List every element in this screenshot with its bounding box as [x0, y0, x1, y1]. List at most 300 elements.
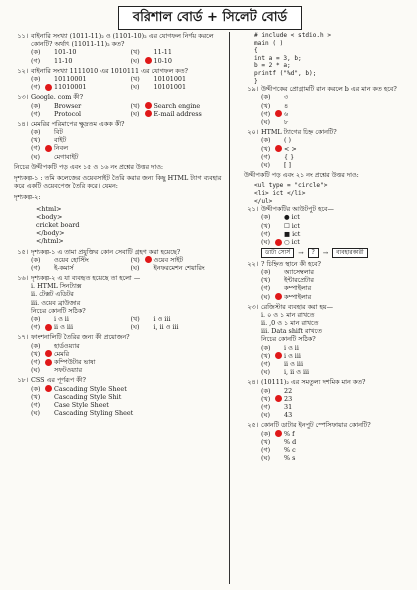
options-grid — [234, 387, 412, 420]
option-text: ☐ ict — [284, 221, 300, 230]
answer-option — [261, 344, 412, 352]
option-letter: (ঘ) — [261, 368, 270, 377]
option-text: i ও iii — [284, 351, 301, 360]
option-text: নিবল — [54, 144, 68, 153]
option-letter: (ক) — [261, 136, 271, 145]
code-line: </body> — [36, 229, 65, 238]
statement-line: iii. ওয়েব ব্রাউজার — [31, 298, 81, 307]
code-line: printf ("%d", b); — [254, 70, 317, 78]
answer-option — [131, 264, 227, 272]
option-text: ii ও iii — [54, 323, 73, 332]
option-letter: (গ) — [31, 83, 41, 92]
selected-answer-icon — [275, 293, 282, 300]
stem-2-label: দৃশ্যকল্প-২: — [14, 193, 41, 202]
question-text: বাইনারি সংখ্যা 1111010 এর 1010111 এর যোগফল কত? — [31, 66, 188, 75]
option-text: i, ii ও iii — [153, 323, 179, 332]
statement-line: i. HTML সিনট্যাক্স — [31, 282, 82, 291]
selected-answer-icon — [275, 395, 282, 402]
option-letter: (ক) — [31, 48, 41, 57]
option-text: অ্যাসেম্বলার — [284, 267, 314, 276]
question-item — [4, 376, 226, 417]
option-letter: (খ) — [31, 392, 41, 401]
page-title: বরিশাল বোর্ড + সিলেট বোর্ড — [118, 6, 302, 30]
code-line: <html> — [36, 204, 62, 213]
options-grid — [4, 342, 226, 375]
option-text: ৬ — [284, 109, 289, 118]
stem-1: নিচের উদ্দীপকটি পড় এবং ১৫ ও ১৬ নং প্রশ্নের উত্তর দাও: — [14, 162, 164, 171]
option-text: ৩ — [284, 93, 289, 102]
question-number: ২১। — [247, 205, 258, 214]
question-text: (10111)₂ এর সমতুল্য দশমিক মান কত? — [261, 378, 366, 387]
question-head — [4, 274, 226, 282]
answer-option — [261, 213, 412, 221]
question-number: ১১। — [17, 32, 28, 40]
selected-answer-icon — [145, 110, 152, 117]
option-text: i ও ii — [284, 343, 299, 352]
answer-option — [261, 387, 412, 395]
option-letter: (গ) — [31, 109, 41, 118]
option-text: Cascading Styling Sheet — [54, 409, 134, 418]
q22-box-unknown: ? — [308, 248, 319, 258]
option-letter: (গ) — [261, 445, 271, 454]
answer-option — [261, 352, 412, 360]
answer-option — [261, 161, 412, 169]
option-letter: (ক) — [261, 93, 271, 102]
code-line: main ( ) — [254, 39, 284, 47]
option-letter: (খ) — [261, 144, 271, 153]
question-item — [234, 378, 412, 419]
selected-answer-icon — [275, 145, 282, 152]
question-item — [234, 85, 412, 126]
option-letter: (খ) — [31, 349, 41, 358]
question-item — [4, 120, 226, 161]
q22-box-user: ব্যবহারকারী — [332, 248, 368, 258]
html-code-block — [4, 205, 226, 246]
question-head — [234, 378, 412, 386]
selected-answer-icon — [45, 145, 52, 152]
option-text: ○ ict — [284, 237, 300, 246]
option-letter: (ক) — [31, 101, 41, 110]
answer-option — [261, 430, 412, 438]
option-text: % s — [284, 454, 296, 463]
options-grid — [234, 344, 412, 377]
option-text: i ও iii — [153, 315, 171, 323]
question-head — [234, 85, 412, 93]
options-grid — [234, 136, 412, 169]
answer-option — [131, 48, 227, 56]
question-head — [234, 205, 412, 213]
option-letter: (খ) — [261, 101, 271, 110]
option-letter: (ক) — [31, 384, 41, 393]
option-text: 11-10 — [54, 56, 73, 65]
question-number: ১৭। — [17, 333, 28, 342]
option-letter: (ঘ) — [31, 366, 40, 375]
options-grid — [234, 213, 412, 246]
question-number: ১৫। — [17, 247, 28, 256]
question-item — [4, 67, 226, 92]
option-letter: (খ) — [261, 437, 271, 446]
question-text: Google. com কী? — [31, 93, 84, 102]
option-letter: (ঘ) — [261, 292, 270, 301]
answer-option — [261, 395, 412, 403]
option-text: সফটওয়্যার — [54, 366, 83, 375]
option-text: 10-10 — [153, 56, 172, 65]
selected-answer-icon — [275, 352, 282, 359]
code-line: </ul> — [254, 197, 273, 205]
option-text: ই-কমার্স — [54, 263, 74, 272]
question-head — [4, 333, 226, 341]
question-text: ? চিহ্নিত স্থানে কী হবে? — [261, 259, 321, 268]
question-number: ১৮। — [17, 376, 28, 385]
option-letter: (গ) — [261, 229, 271, 238]
question-number: ১২। — [17, 66, 28, 75]
code-line: cricket board — [36, 220, 80, 229]
answer-option — [31, 366, 226, 374]
question-item — [4, 248, 226, 273]
option-letter: (ক) — [261, 343, 271, 352]
statement-line: ii. টেক্সট এডিটর — [31, 290, 74, 299]
option-text: মেমরি — [54, 349, 70, 358]
answer-option — [261, 403, 412, 411]
option-text: ( ) — [284, 136, 292, 145]
question-number: ১৬। — [17, 274, 28, 283]
option-text: 11010001 — [54, 83, 87, 92]
options-grid — [4, 315, 226, 331]
option-text: ৪ — [284, 101, 289, 110]
option-letter: (ঘ) — [130, 56, 140, 65]
option-letter: (খ) — [130, 255, 140, 264]
answer-option — [261, 222, 412, 230]
option-letter: (গ) — [31, 323, 41, 332]
list-code-block — [234, 182, 412, 205]
answer-option — [261, 268, 412, 276]
option-letter: (খ) — [130, 101, 140, 110]
option-letter: (খ) — [261, 351, 271, 360]
selected-answer-icon — [45, 385, 52, 392]
right-questions-2 — [234, 205, 412, 246]
option-text: % c — [284, 445, 296, 454]
answer-option — [31, 57, 127, 65]
option-letter: (খ) — [31, 136, 41, 145]
answer-option — [261, 153, 412, 161]
answer-option — [131, 256, 227, 264]
option-letter: (ঘ) — [261, 411, 270, 420]
right-questions-3 — [234, 260, 412, 463]
question-number: ২০। — [247, 128, 258, 137]
option-text: কম্পাইলার — [284, 284, 312, 293]
statement-line: iii. Data shift রাখতে — [261, 327, 322, 336]
code-line: } — [254, 77, 258, 85]
answer-option — [261, 145, 412, 153]
answer-option — [31, 256, 127, 264]
option-text: বাইট — [54, 136, 67, 145]
answer-option — [261, 293, 412, 301]
answer-option — [31, 323, 127, 331]
question-number: ২২। — [247, 259, 258, 268]
option-text: ii ও iii — [284, 360, 303, 369]
option-letter: (ক) — [31, 255, 41, 264]
answer-option — [261, 284, 412, 292]
code-line: </html> — [36, 237, 64, 246]
code-line: { — [254, 47, 258, 55]
option-text: কম্পাইলার — [284, 292, 312, 301]
answer-option — [261, 110, 412, 118]
option-text: % f — [284, 429, 295, 438]
left-questions-2 — [4, 248, 226, 418]
code-line: b = 2 * a; — [254, 62, 291, 70]
selected-answer-icon — [45, 350, 52, 357]
answer-option — [31, 110, 127, 118]
selected-answer-icon — [45, 324, 52, 331]
q22-box-source: ডাটা সোর্স — [261, 248, 294, 258]
question-text: কোনটি ডাটার ইনপুট স্পেসিফায়ার কোনটি? — [261, 421, 371, 430]
question-head — [234, 303, 412, 311]
options-grid — [4, 75, 226, 91]
question-number: ২৪। — [247, 378, 258, 387]
code-line: <body> — [36, 212, 63, 221]
code-line: <li> ict </li> — [254, 189, 306, 197]
question-head — [234, 128, 412, 136]
answer-option — [31, 393, 226, 401]
option-text: 10110001 — [54, 74, 87, 83]
option-text: 11-11 — [153, 48, 172, 57]
answer-option — [131, 102, 227, 110]
options-grid — [4, 128, 226, 161]
left-column — [4, 32, 226, 419]
option-letter: (গ) — [31, 56, 41, 65]
left-questions — [4, 32, 226, 161]
selected-answer-icon — [275, 239, 282, 246]
selected-answer-icon — [145, 57, 152, 64]
question-head — [234, 260, 412, 268]
question-item — [234, 128, 412, 169]
answer-option — [31, 409, 226, 417]
options-grid — [4, 48, 226, 64]
option-letter: (ঘ) — [31, 409, 40, 418]
question-item — [234, 421, 412, 462]
option-text: Cascading Style Sheet — [54, 384, 127, 393]
question-prompt: নিচের কোনটি সঠিক? — [261, 335, 316, 344]
question-item — [4, 32, 226, 65]
question-number: ২৫। — [247, 421, 258, 430]
answer-option — [131, 57, 227, 65]
option-letter: (ঘ) — [130, 263, 140, 272]
arrow-icon: → — [322, 248, 329, 257]
q22-diagram — [261, 248, 412, 258]
option-text: Browser — [54, 101, 82, 110]
option-text: বিট — [54, 128, 63, 137]
option-text: ইন্টারপ্রেটার — [284, 276, 314, 285]
option-letter: (ক) — [31, 74, 41, 83]
answer-option — [261, 118, 412, 126]
option-letter: (ঘ) — [130, 323, 140, 332]
answer-option — [31, 83, 127, 91]
answer-option — [31, 342, 226, 350]
answer-option — [131, 323, 227, 331]
option-text: ৮ — [284, 118, 289, 127]
option-text: E-mail address — [153, 109, 202, 118]
option-text: Case Style Sheet — [54, 400, 109, 409]
option-letter: (ক) — [31, 315, 41, 323]
option-text: [ ] — [284, 160, 292, 169]
question-number: ২৩। — [247, 302, 258, 311]
question-text: CSS এর পূর্ণরূপ কী? — [31, 376, 86, 385]
option-text: Search engine — [153, 101, 201, 110]
question-head — [4, 248, 226, 256]
answer-option — [261, 454, 412, 462]
option-text: < > — [284, 144, 297, 153]
option-text: কম্পিউটার ভাষা — [54, 357, 96, 366]
option-letter: (ক) — [31, 341, 41, 350]
option-text: 43 — [284, 411, 293, 420]
question-text: রেজিস্টার ব্যবহার করা হয়— — [261, 302, 333, 311]
code-line: int a = 3, b; — [254, 54, 302, 62]
options-grid — [234, 268, 412, 301]
option-letter: (গ) — [261, 152, 271, 161]
option-text: ওয়েব সাইট — [153, 255, 184, 264]
option-letter: (খ) — [130, 74, 140, 83]
question-text: মেমরির পরিমাপের ক্ষুদ্রতম একক কী? — [31, 119, 125, 128]
question-text: উদ্দীপকটির আউটপুট হবে— — [261, 205, 334, 214]
option-letter: (ঘ) — [130, 83, 140, 92]
statement-line: ii. ,0 ও ১ মান রাখতে — [261, 319, 319, 328]
option-letter: (গ) — [31, 357, 41, 366]
selected-answer-icon — [45, 359, 52, 366]
question-head — [4, 67, 226, 75]
answer-option — [31, 401, 226, 409]
option-text: 10101001 — [153, 83, 187, 92]
question-item — [234, 303, 412, 377]
question-text: ফাংশনালিটি তৈরির জন্য কী প্রয়োজন? — [31, 333, 130, 342]
statement-line: i. ০ ও ১ মান রাখতে — [261, 310, 315, 319]
answer-option — [261, 360, 412, 368]
option-text: Cascading Style Shit — [54, 392, 122, 401]
code-line: # include < stdio.h > — [254, 32, 332, 39]
answer-option — [261, 276, 412, 284]
answer-option — [261, 411, 412, 419]
answer-option — [31, 136, 226, 144]
answer-option — [31, 144, 226, 152]
option-letter: (ঘ) — [261, 237, 270, 246]
option-text: ইনফরমেশন শেয়ারিং — [153, 263, 205, 272]
c-code-block — [234, 32, 412, 85]
option-letter: (গ) — [31, 263, 41, 272]
option-letter: (ক) — [261, 386, 271, 395]
option-letter: (ঘ) — [261, 118, 270, 127]
question-item — [234, 260, 412, 301]
question-text: উদ্দীপকের প্রোগ্রামটি রান করলে b এর মান কত হবে? — [261, 85, 397, 94]
question-item — [4, 93, 226, 118]
option-text: i ও ii — [54, 315, 69, 323]
option-letter: (খ) — [261, 276, 271, 285]
option-text: 10101001 — [153, 74, 187, 83]
options-grid — [234, 93, 412, 126]
answer-option — [261, 230, 412, 238]
right-questions — [234, 85, 412, 169]
question-text: দৃশ্যকল্প-২ এ যা ব্যবহৃত হয়েছে তা হলো — — [31, 274, 141, 283]
question-prompt: নিচের কোনটি সঠিক? — [31, 306, 86, 315]
answer-option — [31, 385, 226, 393]
option-letter: (গ) — [31, 144, 41, 153]
option-letter: (ঘ) — [31, 152, 40, 161]
option-text: 101-10 — [54, 48, 77, 57]
option-text: Protocol — [54, 109, 82, 118]
option-letter: (খ) — [130, 48, 140, 57]
options-grid — [4, 256, 226, 272]
selected-answer-icon — [145, 256, 152, 263]
selected-answer-icon — [145, 102, 152, 109]
question-number: ১৪। — [17, 119, 28, 128]
option-text: % d — [284, 437, 297, 446]
answer-option — [31, 48, 127, 56]
answer-option — [261, 136, 412, 144]
answer-option — [261, 102, 412, 110]
answer-option — [131, 315, 227, 323]
code-line: <ul type = "circle"> — [254, 182, 328, 190]
option-letter: (খ) — [261, 221, 271, 230]
answer-option — [31, 358, 226, 366]
answer-option — [31, 128, 226, 136]
answer-option — [261, 446, 412, 454]
option-letter: (গ) — [31, 400, 41, 409]
answer-option — [31, 102, 127, 110]
option-letter: (ক) — [261, 429, 271, 438]
selected-answer-icon — [275, 430, 282, 437]
option-letter: (ঘ) — [130, 109, 140, 118]
options-grid — [234, 430, 412, 463]
option-text: 31 — [284, 402, 293, 411]
question-number: ১৯। — [247, 85, 258, 94]
option-text: 22 — [284, 386, 293, 395]
column-divider — [229, 32, 230, 584]
question-head — [4, 120, 226, 128]
selected-answer-icon — [275, 110, 282, 117]
answer-option — [131, 83, 227, 91]
question-item — [4, 333, 226, 374]
options-grid — [4, 102, 226, 118]
question-head — [4, 32, 226, 48]
answer-option — [31, 315, 127, 323]
arrow-icon: → — [298, 248, 304, 257]
option-text: মেগাবাইট — [54, 152, 79, 161]
answer-option — [131, 110, 227, 118]
option-text: ওয়েব হোস্টিং — [54, 255, 89, 264]
question-head — [4, 376, 226, 384]
question-text: HTML ট্যাগের চিহ্ন কোনটি? — [261, 128, 337, 137]
answer-option — [31, 264, 127, 272]
option-letter: (গ) — [261, 284, 271, 293]
answer-option — [31, 75, 127, 83]
option-letter: (ঘ) — [261, 160, 270, 169]
question-number: ১৩। — [17, 93, 28, 102]
stem-1-text: দৃশ্যকল্প-১ : তমি কলেজের ওয়েবসাইট তৈরি করার জন্য কিছু HTML ট্যাগ ব্যবহার করে একটি ওয়েবপেজ তৈরি করে। যেমন: — [14, 174, 222, 191]
answer-option — [261, 368, 412, 376]
option-letter: (গ) — [261, 402, 271, 411]
option-letter: (ক) — [261, 213, 271, 222]
option-letter: (ক) — [261, 267, 271, 276]
option-letter: (ঘ) — [261, 454, 270, 463]
question-text: বাইনারি সংখ্যা (1011-11)₂ ও (1101-10)₂ এর যোগফল নির্ণয় করলে কোনটি? অর্থাৎ (11011-11)₂ কত? — [31, 32, 214, 49]
selected-answer-icon — [45, 84, 52, 91]
answer-option — [31, 350, 226, 358]
option-text: ■ ict — [284, 229, 301, 238]
answer-option — [31, 153, 226, 161]
question-head — [4, 93, 226, 101]
option-text: ● ict — [284, 213, 300, 222]
stem-3: উদ্দীপকটি পড় এবং ২১ নং প্রশ্নের উত্তর দাও: — [244, 171, 359, 180]
answer-option — [131, 75, 227, 83]
option-letter: (খ) — [261, 394, 271, 403]
